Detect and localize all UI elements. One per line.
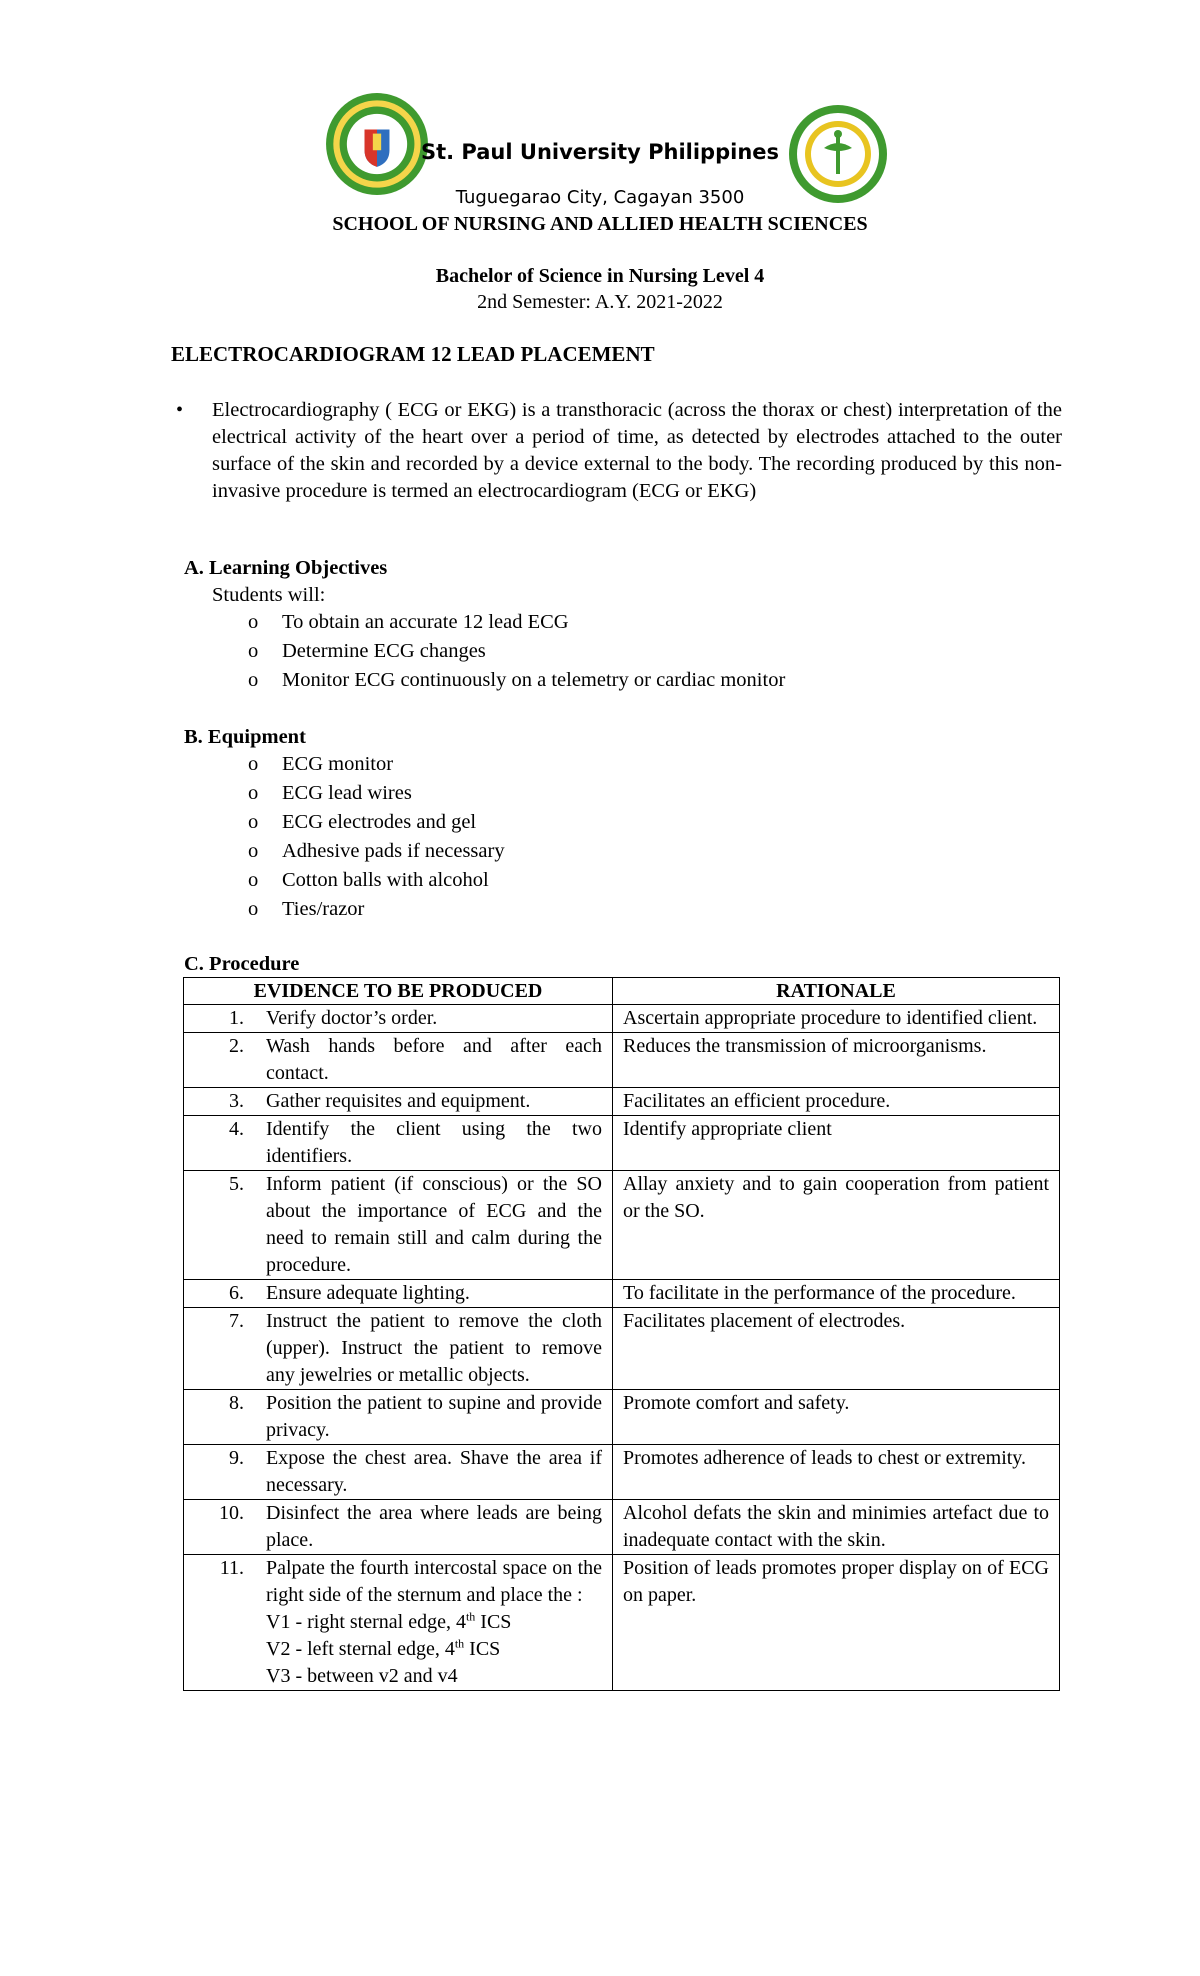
step-text: Identify the client using the two identifiers. <box>266 1118 602 1167</box>
program-name: Bachelor of Science in Nursing Level 4 <box>435 265 765 287</box>
equipment-list <box>248 750 505 924</box>
school-name: SCHOOL OF NURSING AND ALLIED HEALTH SCIENCES <box>332 213 868 235</box>
step-number: 3. <box>229 1090 244 1112</box>
circle-bullet-icon: o <box>248 753 259 775</box>
circle-bullet-icon: o <box>248 898 259 920</box>
step-text: Inform patient (if conscious) or the SO about the importance of ECG and the need to remain still and calm during the procedure. <box>266 1173 602 1276</box>
step-number: 2. <box>229 1035 244 1057</box>
table-row <box>184 1033 1060 1088</box>
step-text: Wash hands before and after each contact. <box>266 1035 602 1084</box>
circle-bullet-icon: o <box>248 782 259 804</box>
table-row <box>184 1088 1060 1116</box>
equipment-heading: B. Equipment <box>184 726 306 748</box>
objectives-list <box>248 608 785 695</box>
step-text: Palpate the fourth intercostal space on the right side of the sternum and place the : <box>266 1557 602 1606</box>
procedure-table <box>183 977 1060 1691</box>
table-row <box>184 1308 1060 1390</box>
table-row <box>184 1555 1060 1691</box>
step-text: Gather requisites and equipment. <box>266 1090 531 1112</box>
lead-v1: V1 - right sternal edge, 4th ICS <box>266 1609 512 1633</box>
list-item: o Monitor ECG continuously on a telemetry or cardiac monitor <box>248 666 785 695</box>
list-item: o Determine ECG changes <box>248 637 785 666</box>
rationale-text: Reduces the transmission of microorganisms. <box>613 1033 1060 1088</box>
list-item: o Cotton balls with alcohol <box>248 866 505 895</box>
table-row <box>184 1280 1060 1308</box>
rationale-text: Position of leads promotes proper display on of ECG on paper. <box>613 1555 1060 1691</box>
step-number: 7. <box>229 1310 244 1332</box>
table-header-row <box>184 978 1060 1005</box>
step-text: Disinfect the area where leads are being place. <box>266 1502 602 1551</box>
step-text: Instruct the patient to remove the cloth (upper). Instruct the patient to remove any jewelries or metallic objects. <box>266 1310 602 1386</box>
table-row <box>184 1005 1060 1033</box>
procedure-heading: C. Procedure <box>184 953 300 975</box>
intro-paragraph: Electrocardiography ( ECG or EKG) is a transthoracic (across the thorax or chest) interpretation of the electrical activity of the heart over a period of time, as detected by electrodes attached to the outer surface of the skin and recorded by a device external to the body. The recording produced by this non-invasive procedure is termed an electrocardiogram (ECG or EKG) <box>212 399 1062 502</box>
table-row <box>184 1171 1060 1280</box>
objectives-lead: Students will: <box>212 584 326 606</box>
university-address: Tuguegarao City, Cagayan 3500 <box>455 187 745 208</box>
list-item: o ECG monitor <box>248 750 505 779</box>
bullet-icon: • <box>176 399 184 421</box>
table-row <box>184 1390 1060 1445</box>
rationale-text: To facilitate in the performance of the procedure. <box>613 1280 1060 1308</box>
document-title: ELECTROCARDIOGRAM 12 LEAD PLACEMENT <box>171 342 655 366</box>
rationale-text: Alcohol defats the skin and minimies artefact due to inadequate contact with the skin. <box>613 1500 1060 1555</box>
step-number: 11. <box>219 1557 244 1579</box>
objectives-heading: A. Learning Objectives <box>184 557 388 579</box>
rationale-text: Facilitates placement of electrodes. <box>613 1308 1060 1390</box>
step-number: 10. <box>219 1502 244 1524</box>
step-number: 9. <box>229 1447 244 1469</box>
circle-bullet-icon: o <box>248 669 259 691</box>
rationale-column-header: RATIONALE <box>613 978 1060 1005</box>
table-row <box>184 1500 1060 1555</box>
rationale-text: Allay anxiety and to gain cooperation from patient or the SO. <box>613 1171 1060 1280</box>
list-item: o ECG electrodes and gel <box>248 808 505 837</box>
step-number: 4. <box>229 1118 244 1140</box>
step-text: Ensure adequate lighting. <box>266 1282 470 1304</box>
semester-label: 2nd Semester: A.Y. 2021-2022 <box>477 291 723 313</box>
circle-bullet-icon: o <box>248 611 259 633</box>
rationale-text: Promotes adherence of leads to chest or extremity. <box>613 1445 1060 1500</box>
rationale-text: Facilitates an efficient procedure. <box>613 1088 1060 1116</box>
circle-bullet-icon: o <box>248 869 259 891</box>
lead-v3: V3 - between v2 and v4 <box>266 1665 458 1687</box>
table-row <box>184 1445 1060 1500</box>
rationale-text: Promote comfort and safety. <box>613 1390 1060 1445</box>
step-text: Verify doctor’s order. <box>266 1007 438 1029</box>
lead-v2: V2 - left sternal edge, 4th ICS <box>266 1636 501 1660</box>
rationale-text: Ascertain appropriate procedure to identified client. <box>613 1005 1060 1033</box>
evidence-column-header: EVIDENCE TO BE PRODUCED <box>184 978 613 1005</box>
circle-bullet-icon: o <box>248 811 259 833</box>
list-item: o To obtain an accurate 12 lead ECG <box>248 608 785 637</box>
circle-bullet-icon: o <box>248 640 259 662</box>
step-number: 8. <box>229 1392 244 1414</box>
table-row <box>184 1116 1060 1171</box>
list-item: o ECG lead wires <box>248 779 505 808</box>
circle-bullet-icon: o <box>248 840 259 862</box>
step-number: 6. <box>229 1282 244 1304</box>
step-number: 5. <box>229 1173 244 1195</box>
list-item: o Ties/razor <box>248 895 505 924</box>
step-number: 1. <box>229 1007 244 1029</box>
step-text: Expose the chest area. Shave the area if necessary. <box>266 1447 602 1496</box>
list-item: o Adhesive pads if necessary <box>248 837 505 866</box>
step-text: Position the patient to supine and provide privacy. <box>266 1392 602 1441</box>
rationale-text: Identify appropriate client <box>613 1116 1060 1171</box>
university-name: St. Paul University Philippines <box>420 140 780 164</box>
